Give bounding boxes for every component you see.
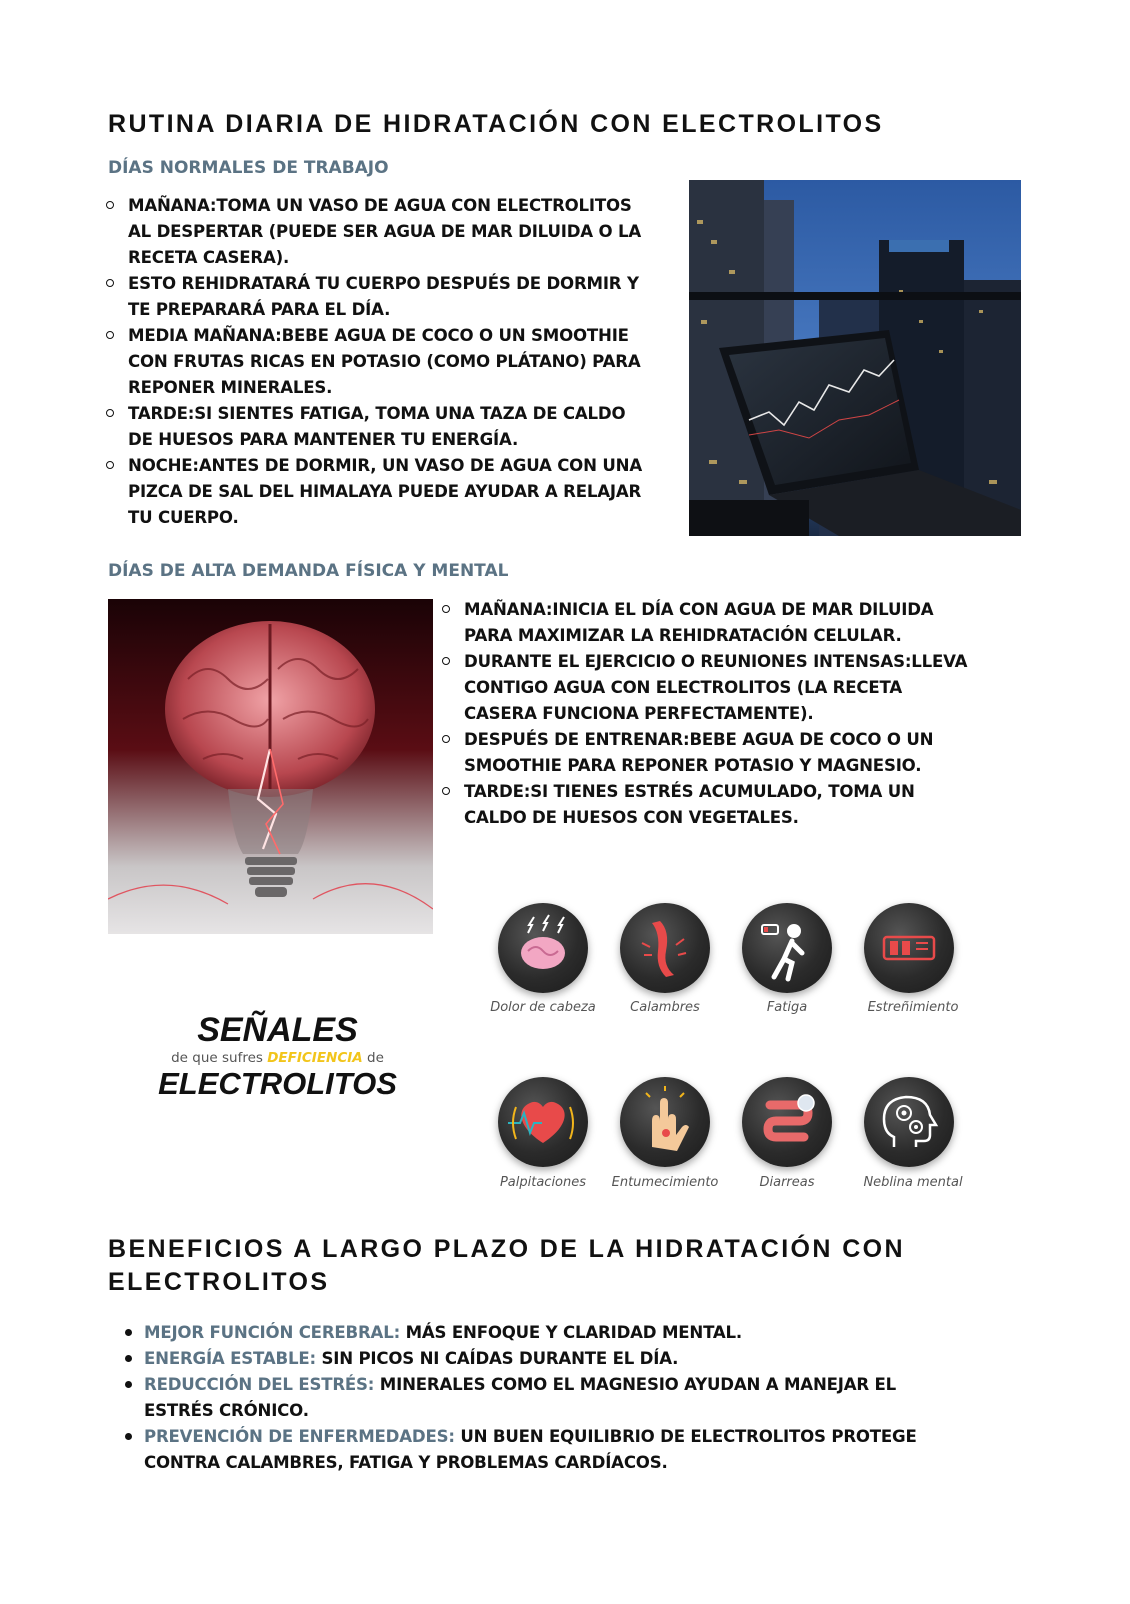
- list-item: [122, 1320, 942, 1346]
- signs-subtitle-post: de: [362, 1050, 384, 1066]
- sign-label: Diarreas: [759, 1175, 815, 1190]
- cramp-icon: [620, 903, 710, 993]
- list-item: [122, 1346, 942, 1372]
- brain-fog-icon: [864, 1077, 954, 1167]
- benefit-text: SIN PICOS NI CAÍDAS DURANTE EL DÍA.: [315, 1349, 679, 1368]
- signs-subtitle-highlight: DEFICIENCIA: [267, 1050, 363, 1066]
- list-item: MAÑANA:TOMA UN VASO DE AGUA CON ELECTROLITOS AL DESPERTAR (PUEDE SER AGUA DE MAR DILUIDA O LA RECETA CASERA).: [106, 193, 646, 271]
- numbness-icon: [620, 1077, 710, 1167]
- benefit-key: PREVENCIÓN DE ENFERMEDADES:: [144, 1427, 455, 1446]
- sign-label: Dolor de cabeza: [490, 1000, 596, 1015]
- fatigue-icon: [742, 903, 832, 993]
- city-laptop-photo: [689, 180, 1021, 536]
- signs-subtitle: [140, 1050, 415, 1066]
- list-item: DESPUÉS DE ENTRENAR:BEBE AGUA DE COCO O UN SMOOTHIE PARA REPONER POTASIO Y MAGNESIO.: [442, 727, 972, 779]
- benefit-text: MINERALES COMO EL MAGNESIO AYUDAN A MANEJAR EL ESTRÉS CRÓNICO.: [144, 1375, 897, 1420]
- signs-title-top: SEÑALES: [197, 1011, 358, 1049]
- list-item: MAÑANA:INICIA EL DÍA CON AGUA DE MAR DILUIDA PARA MAXIMIZAR LA REHIDRATACIÓN CELULAR.: [442, 597, 972, 649]
- brain-bulb-image: [108, 599, 433, 934]
- signs-title-bottom: ELECTROLITOS: [158, 1066, 397, 1101]
- benefits-list: [122, 1320, 942, 1476]
- section-heading-high-demand: DÍAS DE ALTA DEMANDA FÍSICA Y MENTAL: [108, 561, 509, 581]
- benefit-text: UN BUEN EQUILIBRIO DE ELECTROLITOS PROTEGE CONTRA CALAMBRES, FATIGA Y PROBLEMAS CARDÍACOS.: [144, 1427, 917, 1472]
- benefits-title-line2: ELECTROLITOS: [108, 1268, 330, 1296]
- sign-label: Calambres: [630, 1000, 700, 1015]
- list-item: MEDIA MAÑANA:BEBE AGUA DE COCO O UN SMOOTHIE CON FRUTAS RICAS EN POTASIO (COMO PLÁTANO) PARA REPONER MINERALES.: [106, 323, 646, 401]
- page-title: RUTINA DIARIA DE HIDRATACIÓN CON ELECTROLITOS: [108, 110, 884, 138]
- list-item: DURANTE EL EJERCICIO O REUNIONES INTENSAS:LLEVA CONTIGO AGUA CON ELECTROLITOS (LA RECETA CASERA FUNCIONA PERFECTAMENTE).: [442, 649, 972, 727]
- palpitations-icon: [498, 1077, 588, 1167]
- normal-days-list: [106, 193, 646, 531]
- sign-label: Neblina mental: [863, 1175, 963, 1190]
- sign-label: Estreñimiento: [867, 1000, 959, 1015]
- sign-label: Entumecimiento: [611, 1175, 719, 1190]
- list-item: [122, 1372, 942, 1424]
- sign-label: Palpitaciones: [499, 1175, 587, 1190]
- signs-logo: [140, 1012, 415, 1102]
- list-item: TARDE:SI TIENES ESTRÉS ACUMULADO, TOMA UN CALDO DE HUESOS CON VEGETALES.: [442, 779, 972, 831]
- constipation-icon: [864, 903, 954, 993]
- headache-icon: [498, 903, 588, 993]
- list-item: NOCHE:ANTES DE DORMIR, UN VASO DE AGUA CON UNA PIZCA DE SAL DEL HIMALAYA PUEDE AYUDAR A RELAJAR TU CUERPO.: [106, 453, 646, 531]
- list-item: ESTO REHIDRATARÁ TU CUERPO DESPUÉS DE DORMIR Y TE PREPARARÁ PARA EL DÍA.: [106, 271, 646, 323]
- list-item: [122, 1424, 942, 1476]
- benefit-key: MEJOR FUNCIÓN CEREBRAL:: [144, 1323, 401, 1342]
- list-item: TARDE:SI SIENTES FATIGA, TOMA UNA TAZA DE CALDO DE HUESOS PARA MANTENER TU ENERGÍA.: [106, 401, 646, 453]
- signs-subtitle-pre: de que sufres: [171, 1050, 268, 1066]
- benefit-key: ENERGÍA ESTABLE:: [144, 1349, 316, 1368]
- benefit-text: MÁS ENFOQUE Y CLARIDAD MENTAL.: [400, 1323, 743, 1342]
- benefits-title: [108, 1233, 1008, 1299]
- benefit-key: REDUCCIÓN DEL ESTRÉS:: [144, 1375, 375, 1394]
- diarrhea-icon: [742, 1077, 832, 1167]
- sign-label: Fatiga: [766, 1000, 808, 1015]
- high-demand-list: [442, 597, 972, 831]
- benefits-title-line1: BENEFICIOS A LARGO PLAZO DE LA HIDRATACIÓN CON: [108, 1235, 905, 1263]
- section-heading-normal-days: DÍAS NORMALES DE TRABAJO: [108, 158, 389, 178]
